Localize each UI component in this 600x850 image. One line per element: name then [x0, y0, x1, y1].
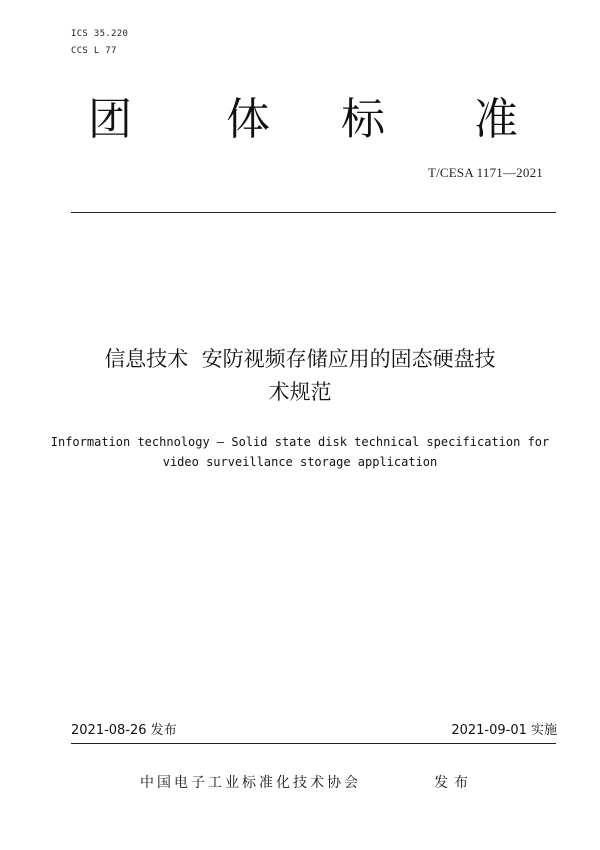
issue-action: 发布	[434, 775, 474, 791]
chinese-title-line-2: 术规范	[268, 380, 332, 404]
ics-code: ICS 35.220	[71, 29, 129, 39]
implement-date: 2021-09-01 实施	[451, 723, 557, 738]
bottom-divider	[71, 743, 556, 744]
standard-number: T/CESA 1171—2021	[427, 165, 543, 180]
publish-date: 2021-08-26 发布	[71, 723, 177, 738]
issuing-organization: 中国电子工业标准化技术协会	[140, 775, 361, 791]
chinese-title-line-1: 信息技术 安防视频存储应用的固态硬盘技	[104, 347, 496, 371]
top-divider	[71, 212, 556, 213]
ccs-code: CCS L 77	[71, 46, 117, 56]
english-title	[40, 432, 560, 472]
english-title-line-1: Information technology — Solid state disk technical specification for	[50, 435, 550, 449]
standard-type-char-4: 准	[474, 94, 518, 145]
english-title-line-2: video surveillance storage application	[162, 455, 438, 469]
standard-type-char-1: 团	[88, 94, 132, 145]
standard-type-char-2: 体	[226, 94, 270, 145]
standard-type-char-3: 标	[341, 94, 385, 145]
chinese-title	[50, 343, 550, 409]
